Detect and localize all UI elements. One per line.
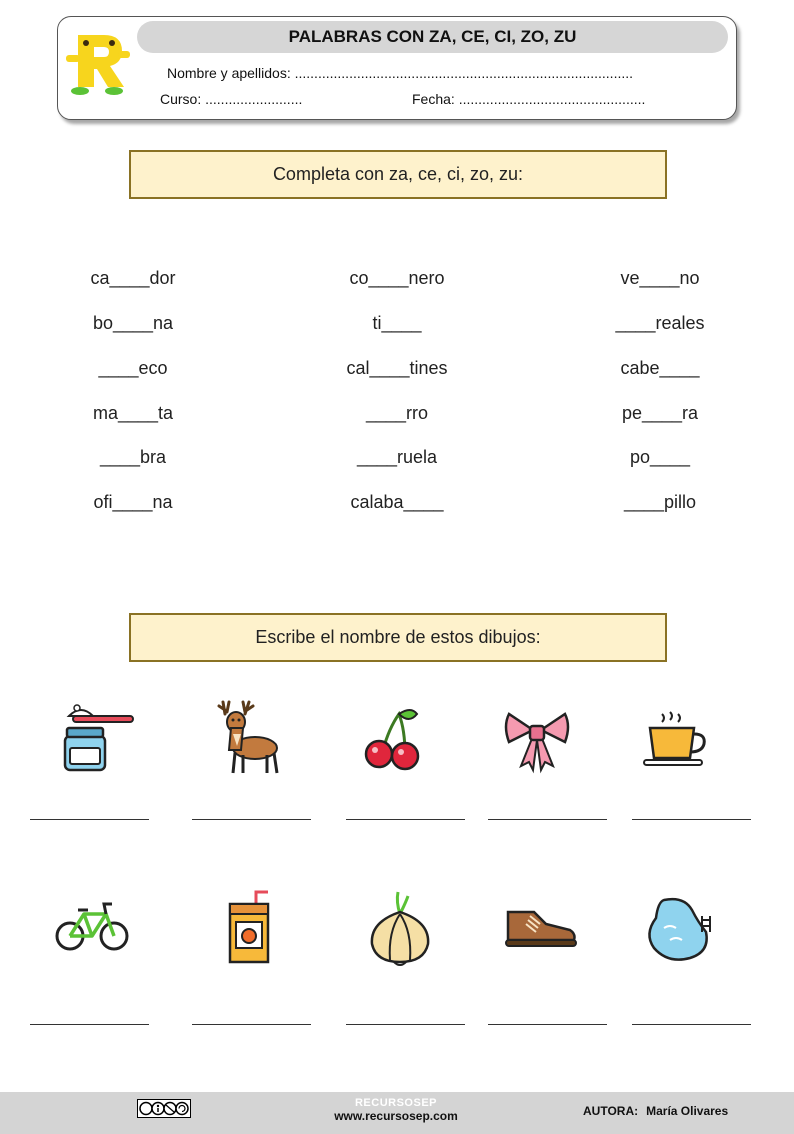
footer-url-link[interactable]: www.recursosep.com — [334, 1109, 458, 1123]
cc-by-nc-sa-icon — [137, 1099, 191, 1118]
word-item[interactable]: cal____tines — [346, 358, 448, 378]
word-item[interactable]: ____pillo — [623, 492, 697, 512]
logo-icon — [64, 29, 132, 99]
cherries-icon — [355, 698, 435, 778]
shoe-icon — [500, 888, 580, 968]
word-item[interactable]: cabe____ — [620, 358, 700, 378]
course-field[interactable]: Curso: ......................... — [160, 91, 303, 107]
word-item[interactable]: ____reales — [615, 313, 705, 333]
word-item[interactable]: ____eco — [98, 358, 168, 378]
word-item[interactable]: ve____no — [620, 268, 700, 288]
bicycle-icon — [52, 888, 132, 968]
answer-line[interactable] — [346, 819, 465, 820]
footer — [0, 1092, 794, 1134]
name-field[interactable]: Nombre y apellidos: ....................................................................................... — [167, 65, 634, 81]
answer-line[interactable] — [30, 819, 149, 820]
page-title: PALABRAS CON ZA, CE, CI, ZO, ZU — [137, 21, 728, 53]
onion-icon — [360, 888, 440, 968]
answer-line[interactable] — [488, 819, 607, 820]
instruction-complete: Completa con za, ce, ci, zo, zu: — [129, 150, 667, 199]
date-field[interactable]: Fecha: ................................................ — [412, 91, 646, 107]
author-label: AUTORA: — [583, 1104, 639, 1118]
answer-line[interactable] — [488, 1024, 607, 1025]
word-item[interactable]: bo____na — [92, 313, 174, 333]
answer-line[interactable] — [346, 1024, 465, 1025]
deer-icon — [205, 698, 285, 778]
bow-icon — [497, 698, 577, 778]
answer-line[interactable] — [632, 1024, 751, 1025]
word-item[interactable]: po____ — [629, 447, 691, 467]
word-item[interactable]: ca____dor — [90, 268, 176, 288]
word-item[interactable]: ____bra — [99, 447, 167, 467]
instruction-write: Escribe el nombre de estos dibujos: — [129, 613, 667, 662]
sugar-jar-icon — [55, 698, 135, 778]
pool-icon — [640, 888, 720, 968]
answer-line[interactable] — [192, 819, 311, 820]
author-name: María Olivares — [646, 1104, 729, 1118]
answer-line[interactable] — [30, 1024, 149, 1025]
word-item[interactable]: ma____ta — [92, 403, 174, 423]
header-card — [57, 16, 737, 120]
footer-brand: RECURSOSEP — [354, 1097, 438, 1109]
word-item[interactable]: pe____ra — [621, 403, 699, 423]
word-item[interactable]: ti____ — [372, 313, 422, 333]
word-item[interactable]: ____rro — [365, 403, 429, 423]
cup-icon — [640, 698, 720, 778]
answer-line[interactable] — [192, 1024, 311, 1025]
word-item[interactable]: ofi____na — [93, 492, 173, 512]
footer-site — [296, 1097, 496, 1123]
word-item[interactable]: ____ruela — [356, 447, 438, 467]
answer-line[interactable] — [632, 819, 751, 820]
footer-author — [583, 1104, 728, 1118]
word-item[interactable]: calaba____ — [350, 492, 444, 512]
word-item[interactable]: co____nero — [349, 268, 445, 288]
juice-box-icon — [210, 888, 290, 968]
